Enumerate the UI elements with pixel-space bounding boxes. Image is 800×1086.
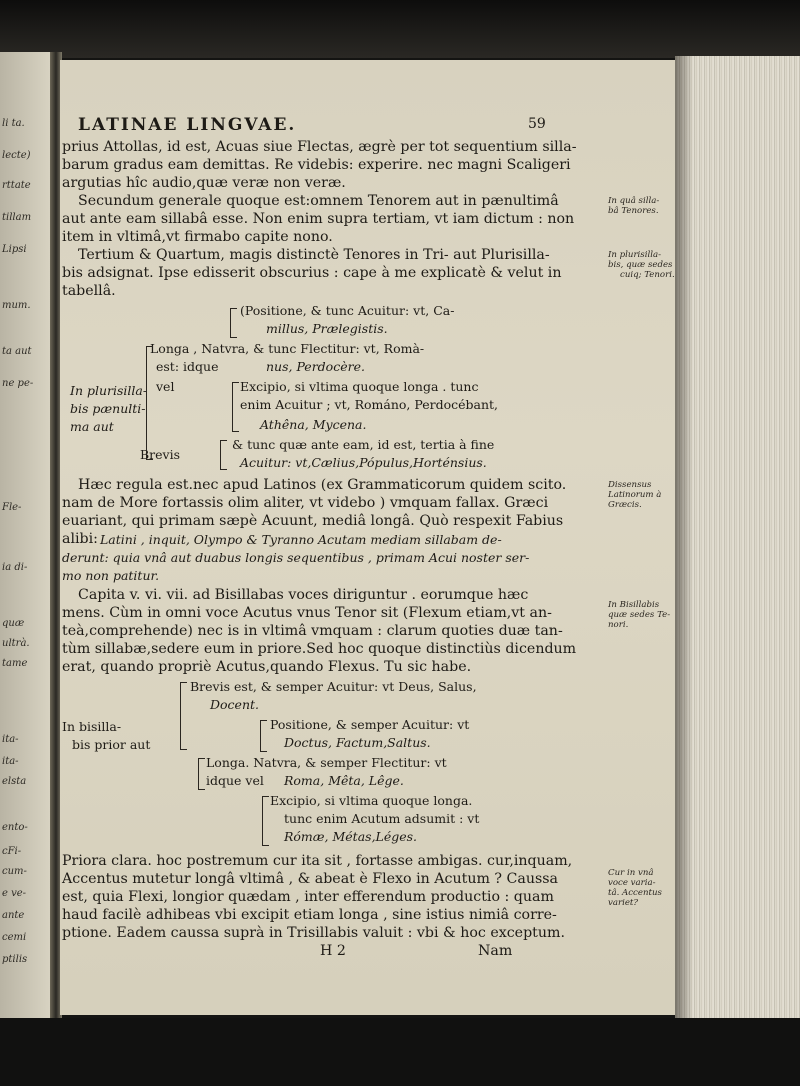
facing-text: Fle- <box>2 502 22 513</box>
text-line: item in vltimâ,vt firmabo capite nono. <box>62 229 333 245</box>
facing-text: elsta <box>2 776 27 787</box>
table-entry: Doctus, Factum,Saltus. <box>284 735 431 750</box>
facing-text: ante <box>2 910 25 921</box>
book-page <box>60 60 680 1015</box>
table-entry: millus, Prælegistis. <box>266 321 388 336</box>
table-label: ma aut <box>70 419 114 434</box>
text-line: barum gradus eam demittas. Re videbis: experire. nec magni Scaligeri <box>62 157 571 173</box>
margin-note: Latinorum à <box>608 490 662 500</box>
brace <box>146 346 153 460</box>
facing-page-fragment <box>0 52 52 1022</box>
table-entry: Longa , Natvra, & tunc Flectitur: vt, Romà- <box>150 341 425 356</box>
catchword: Nam <box>478 943 513 959</box>
facing-text: ultrà. <box>2 638 30 649</box>
table-entry: Positione, & semper Acuitur: vt <box>270 717 470 732</box>
table-entry: tunc enim Acutum adsumit : vt <box>284 811 480 826</box>
margin-note: voce varia- <box>608 878 656 888</box>
margin-note: bâ Tenores. <box>608 206 659 216</box>
facing-text: ta aut <box>2 346 32 357</box>
margin-note: In quâ silla- <box>608 196 660 206</box>
facing-text: ita- <box>2 756 19 767</box>
text-line: Accentus mutetur longâ vltimâ , & abeat è Flexo in Acutum ? Caussa <box>62 871 559 887</box>
facing-text: ia di- <box>2 562 28 573</box>
text-line: Hæc regula est.nec apud Latinos (ex Grammaticorum quidem scito. <box>78 477 567 493</box>
facing-text: tillam <box>2 212 32 223</box>
scan-background-top <box>0 0 800 58</box>
table-label: bis pænulti- <box>70 401 146 416</box>
margin-note: bis, quæ sedes <box>608 260 673 270</box>
quotation: derunt: quia vnâ aut duabus longis sequentibus , primam Acui noster ser- <box>62 550 530 565</box>
page-edge-shadow <box>675 56 693 1018</box>
text-line: teà,comprehende) nec is in vltimâ vmquam : clarum quoties duæ tan- <box>62 623 563 639</box>
brace <box>230 308 237 338</box>
facing-text: e ve- <box>2 888 27 899</box>
quotation: Latini , inquit, Olympo & Tyranno Acutam mediam sillabam de- <box>100 532 502 547</box>
running-head: LATINAE LINGVAE. <box>78 115 297 135</box>
margin-note: nori. <box>608 620 629 630</box>
facing-text: rttate <box>2 180 31 191</box>
table-entry: & tunc quæ ante eam, id est, tertia à fine <box>232 437 495 452</box>
facing-text: ento- <box>2 822 28 833</box>
margin-note: Dissensus <box>608 480 652 490</box>
table-entry: Excipio, si vltima quoque longa. <box>270 793 473 808</box>
facing-text: cemi <box>2 932 27 943</box>
text-line: est, quia Flexi, longior quædam , inter efferendum productio : quam <box>62 889 554 905</box>
quotation: mo non patitur. <box>62 568 160 583</box>
page-edges <box>675 56 800 1018</box>
text-line: Tertium & Quartum, magis distinctè Tenores in Tri- aut Plurisilla- <box>78 247 550 263</box>
text-line: mens. Cùm in omni voce Acutus vnus Tenor sit (Flexum etiam,vt an- <box>62 605 552 621</box>
text-line: erat, quando propriè Acutus,quando Flexus. Tu sic habe. <box>62 659 472 675</box>
text-line: alibi: <box>62 531 98 547</box>
page-number: 59 <box>528 116 546 132</box>
facing-text: ita- <box>2 734 19 745</box>
table-entry: Brevis est, & semper Acuitur: vt Deus, Salus, <box>190 679 477 694</box>
table-entry: Longa. Natvra, & semper Flectitur: vt <box>206 755 447 770</box>
table-entry: Brevis <box>140 447 181 462</box>
margin-note: tâ. Accentus <box>608 888 662 898</box>
table-entry: Roma, Mêta, Lêge. <box>284 773 404 788</box>
brace <box>198 758 205 790</box>
text-line: tabellâ. <box>62 283 116 299</box>
table-entry: Athêna, Mycena. <box>260 417 367 432</box>
text-line: bis adsignat. Ipse edisserit obscurius : cape à me explicatè & velut in <box>62 265 562 281</box>
margin-note: variet? <box>608 898 638 908</box>
facing-text: lecte) <box>2 150 31 161</box>
facing-text: cum- <box>2 866 27 877</box>
signature-mark: H 2 <box>320 943 346 959</box>
table-label: In bisilla- <box>62 719 122 734</box>
margin-note: In Bisillabis <box>608 600 660 610</box>
brace <box>232 382 239 432</box>
table-entry: vel <box>156 379 175 394</box>
margin-note: quæ sedes Te- <box>608 610 671 620</box>
text-line: nam de More fortassis olim aliter, vt videbo ) vmquam fallax. Græci <box>62 495 549 511</box>
table-label: In plurisilla- <box>70 383 148 398</box>
text-line: prius Attollas, id est, Acuas siue Flectas, ægrè per tot sequentium silla- <box>62 139 577 155</box>
text-line: argutias hîc audio,quæ veræ non veræ. <box>62 175 346 191</box>
table-entry: Docent. <box>210 697 259 712</box>
text-line: ptione. Eadem caussa suprà in Trisillabis valuit : vbi & hoc exceptum. <box>62 925 565 941</box>
facing-text: quæ <box>2 618 25 629</box>
text-line: Capita v. vi. vii. ad Bisillabas voces diriguntur . eorumque hæc <box>78 587 529 603</box>
margin-note: In plurisilla- <box>608 250 661 260</box>
text-line: haud facilè adhibeas vbi excipit etiam longa , sine istius nimiâ corre- <box>62 907 557 923</box>
text-line: aut ante eam sillabâ esse. Non enim supra tertiam, vt iam dictum : non <box>62 211 575 227</box>
table-entry: nus, Perdocère. <box>266 359 365 374</box>
table-entry: Excipio, si vltima quoque longa . tunc <box>240 379 479 394</box>
facing-text: Lipsi <box>2 244 27 255</box>
table-entry: est: idque <box>156 359 219 374</box>
facing-text: ne pe- <box>2 378 34 389</box>
margin-note: Cur in vnâ <box>608 868 654 878</box>
brace <box>180 682 187 750</box>
margin-note: cuiq; Tenori. <box>620 270 675 280</box>
table-entry: Acuitur: vt,Cælius,Pópulus,Horténsius. <box>240 455 487 470</box>
margin-note: Græcis. <box>608 500 642 510</box>
table-entry: idque vel <box>206 773 264 788</box>
brace <box>220 440 227 470</box>
text-line: Secundum generale quoque est:omnem Tenorem aut in pænultimâ <box>78 193 559 209</box>
facing-text: cFi- <box>2 846 22 857</box>
table-entry: enim Acuitur ; vt, Románo, Perdocébant, <box>240 397 499 412</box>
facing-text: tame <box>2 658 28 669</box>
scan-background-bottom <box>0 1018 800 1086</box>
facing-text: ptilis <box>2 954 28 965</box>
table-entry: Rómæ, Métas,Léges. <box>284 829 418 844</box>
facing-text: li ta. <box>2 118 25 129</box>
facing-text: mum. <box>2 300 31 311</box>
text-line: tùm sillabæ,sedere eum in priore.Sed hoc quoque distinctiùs dicendum <box>62 641 577 657</box>
table-label: bis prior aut <box>72 737 151 752</box>
table-entry: (Positione, & tunc Acuitur: vt, Ca- <box>240 303 455 318</box>
text-line: euariant, qui primam sæpè Acuunt, mediâ longâ. Quò respexit Fabius <box>62 513 564 529</box>
text-line: Priora clara. hoc postremum cur ita sit , fortasse ambigas. cur,inquam, <box>62 853 573 869</box>
brace <box>262 796 269 846</box>
brace <box>260 720 267 752</box>
